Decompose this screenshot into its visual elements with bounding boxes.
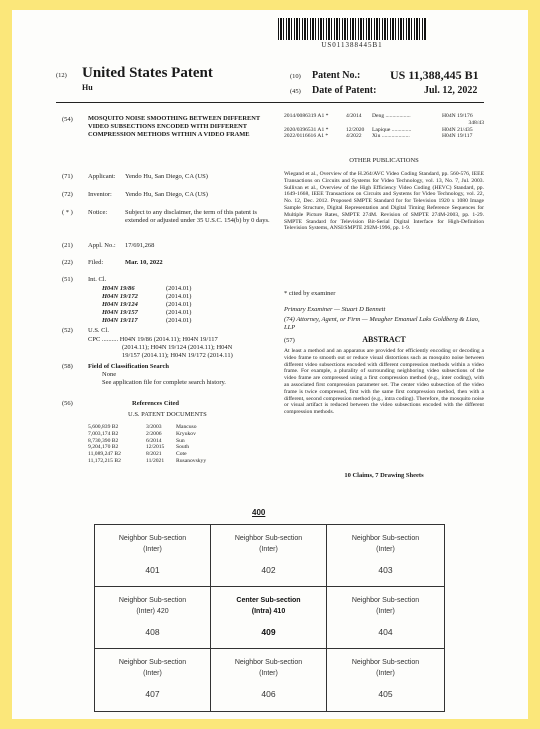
field-code: (58) <box>62 363 73 370</box>
abstract-code: (57) <box>284 337 295 344</box>
usdoc-row: 11,089,247 B2 8/2021 Cote <box>88 451 187 458</box>
uscl-label: U.S. Cl. <box>88 327 109 334</box>
figure-label: 400 <box>252 508 266 517</box>
center-subsection-409: Center Sub-section (Intra) 410 409 <box>211 587 327 649</box>
usdoc-row: 7,003,174 B2 2/2006 Kryukov <box>88 430 196 437</box>
notice-code: ( * ) <box>62 209 73 216</box>
intcl-label: Int. Cl. <box>88 276 107 283</box>
applicant: Yendo Hu, San Diego, CA (US) <box>125 173 208 180</box>
other-publications: Wiegand et al., Overview of the H.264/AVC Video Coding Standard, pp. 560-576, IEEE Transactions on Circuits and Systems for Video Technology, vol. 13, No. 7, Jul. 2003. Sullivan et al., Overview of the High Efficiency Video Coding (HEVC) Standard, pp. 1649-1668, IEEE Transactions on Circuits and Systems for Video Technology, vol. 22, No. 12, Dec. 2012. Proposed SMPTE Standard for for Television 1920 x 1080 Image Sample Structure, Digital Representation and Digital Timing Reference Sequences for Multiple Picture Rates, SMPTE 274M. Revision of SMPTE 274M-2003, pp. 1-29. SMPTE Standard for Television Bit-Serial Digital Interface for High-Definition Television Systems, ANSI/SMPTE 292M-1996, pp. 1-9. <box>284 171 484 232</box>
inventor-short: Hu <box>82 83 93 92</box>
subsection-404: Neighbor Sub-section (Inter) 404 <box>327 587 444 649</box>
subsection-405: Neighbor Sub-section (Inter) 405 <box>351 659 420 699</box>
appl-code: (21) <box>62 242 73 249</box>
intcl-row: H04N 19/172 (2014.01) <box>102 293 192 300</box>
patent-number: US 11,388,445 B1 <box>390 68 479 82</box>
cpc-line2: (2014.11); H04N 19/124 (2014.11); H04N <box>122 344 233 351</box>
ref-label: References Cited <box>132 400 179 407</box>
field-label: Field of Classification Search <box>88 363 169 370</box>
ref-row: 2020/0396531 A1 * 12/2020 Lapique .............. H04N 21/435 <box>284 126 473 133</box>
barcode <box>278 18 426 40</box>
cited-by-examiner: * cited by examiner <box>284 290 336 297</box>
right-refs <box>284 113 484 140</box>
usdoc-row: 11,172,215 B2 11/2021 Rusanovskyy <box>88 457 207 464</box>
code-45: (45) <box>290 88 301 95</box>
intcl-row: H04N 19/157 (2014.01) <box>102 309 192 316</box>
cpc-line1: CPC .......... H04N 19/86 (2014.11); H04N 19/117 <box>88 336 218 343</box>
usdoc-row: 9,204,170 B2 12/2015 South <box>88 444 190 451</box>
attorney: (74) Attorney, Agent, or Firm — Meagher Emanuel Laks Goldberg & Liao, LLP <box>284 316 480 331</box>
field-none: None <box>102 371 117 378</box>
barcode-number: US011388445B1 <box>321 41 383 49</box>
claims-sheets: 10 Claims, 7 Drawing Sheets <box>344 472 424 479</box>
doc-type: United States Patent <box>82 65 213 81</box>
abstract-label: ABSTRACT <box>362 335 406 344</box>
usdoc-row: 5,600,839 B2 3/2003 Mancuso <box>88 424 197 430</box>
intcl-list <box>102 285 222 325</box>
ref-row: 2022/0116616 A1 * 4/2022 Xiu .................... H04N 19/117 <box>284 133 473 140</box>
inventor: Yendo Hu, San Diego, CA (US) <box>125 191 208 198</box>
filed-date: Mar. 10, 2022 <box>125 259 163 266</box>
filed-label: Filed: <box>88 259 104 266</box>
primary-examiner: Primary Examiner — Stuart D Bennett <box>284 306 386 313</box>
cpc-line3: 19/157 (2014.11); H04N 19/172 (2014.11) <box>122 352 233 359</box>
applicant-label: Applicant: <box>88 173 116 180</box>
inventor-label: Inventor: <box>88 191 112 198</box>
usdoc-row: 8,730,390 B2 6/2014 Sun <box>88 437 185 444</box>
header-rule <box>56 102 484 103</box>
abstract-text: At least a method and an apparatus are provided for efficiently encoding or decoding a video frame to smooth out or reduce visual distortions such as mosquito noise between different video subsections encoded with different compression methods within a video frame. For example, a plurality of surrounding neighboring video subsections of the video frame are compressed using a first compression method (e.g., inter coding), with an associated first compression parameter set. The center video subsection of the video frame is twice compressed, first with the same first compression method, then with a different, second compression method (e.g., intra coding). Therefore, the mosquito noise or visual artifact is reduced between the video subsections encoded with the different compression methods. <box>284 348 484 416</box>
title-code: (54) <box>62 116 73 123</box>
date-label: Date of Patent: <box>312 85 377 96</box>
subsection-406: Neighbor Sub-section (Inter) 406 <box>211 649 327 711</box>
ref-row: 2014/0086319 A1 * 4/2014 Deng .................. H04N 19/176 <box>284 113 473 119</box>
filed-code: (22) <box>62 259 73 266</box>
subsection-402: Neighbor Sub-section (Inter) 402 <box>211 525 327 587</box>
subsection-408: Neighbor Sub-section (Inter) 420 408 <box>95 587 211 649</box>
intcl-row: H04N 19/117 (2014.01) <box>102 317 192 324</box>
notice: Subject to any disclaimer, the term of this patent is extended or adjusted under 35 U.S.C. 154(b) by 0 days. <box>125 209 270 224</box>
inventor-code: (72) <box>62 191 73 198</box>
subsection-403: Neighbor Sub-section (Inter) 403 <box>327 525 444 587</box>
appl-label: Appl. No.: <box>88 242 116 249</box>
code-12: (12) <box>56 72 67 79</box>
appl-no: 17/691,268 <box>125 242 155 249</box>
applicant-code: (71) <box>62 173 73 180</box>
ref-code: (56) <box>62 400 73 407</box>
patent-page <box>12 10 528 719</box>
patent-date: Jul. 12, 2022 <box>424 85 478 96</box>
code-10: (10) <box>290 73 301 80</box>
patent-title: MOSQUITO NOISE SMOOTHING BETWEEN DIFFERENT VIDEO SUBSECTIONS ENCODED WITH DIFFERENT COMPRESSION METHODS WITHIN A VIDEO FRAME <box>88 115 260 138</box>
notice-label: Notice: <box>88 209 108 216</box>
subsection-401: Neighbor Sub-section (Inter) 401 <box>95 525 211 587</box>
intcl-code: (51) <box>62 276 73 283</box>
subsection-407: Neighbor Sub-section (Inter) 407 <box>95 649 211 711</box>
other-pub-label: OTHER PUBLICATIONS <box>349 157 419 164</box>
intcl-row: H04N 19/86 (2014.01) <box>102 285 192 292</box>
patent-no-label: Patent No.: <box>312 70 361 81</box>
usdocs-label: U.S. PATENT DOCUMENTS <box>128 411 207 418</box>
usdocs-list <box>88 424 278 465</box>
figure-grid <box>94 524 445 712</box>
uscl-code: (52) <box>62 327 73 334</box>
intcl-row: H04N 19/124 (2014.01) <box>102 301 192 308</box>
ref-row: 348/43 <box>468 119 484 126</box>
field-see: See application file for complete search history. <box>102 379 226 386</box>
